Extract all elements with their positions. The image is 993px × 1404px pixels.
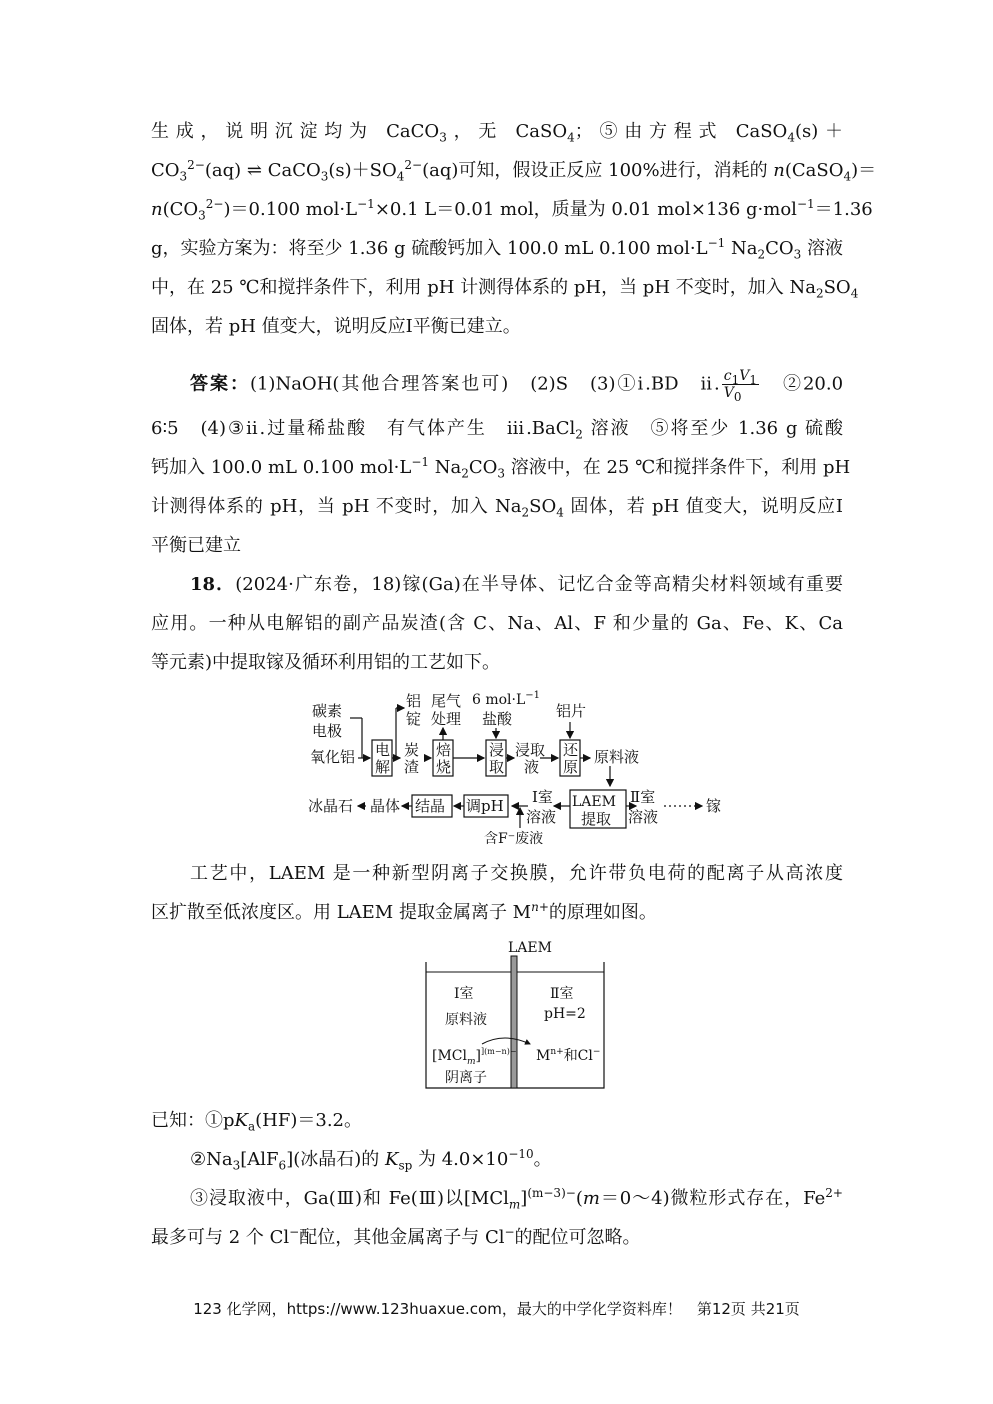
paragraph-line: 钙加入 100.0 mL 0.100 $mol\cdot L^{-1}$ $Na_2CO_3$ 溶液中，在 25 ℃和搅拌条件下，利用 pH bbox=[151, 455, 851, 481]
paragraph-line: 固体，若 pH 值变大，说明反应Ⅰ平衡已建立。 bbox=[151, 316, 521, 337]
paragraph-line: g，实验方案为：将至少 1.36 g 硫酸钙加入 100.0 mL 0.100 $mol\cdot L^{-1}$ $Na_2CO_3$ 溶液 bbox=[151, 236, 844, 262]
svg-text:锭: 锭 bbox=[406, 710, 422, 728]
svg-text:取: 取 bbox=[489, 758, 505, 776]
paragraph-line: 工艺中，LAEM 是一种新型阴离子交换膜，允许带负电荷的配离子从高浓度 bbox=[190, 863, 843, 884]
svg-text:溶液: 溶液 bbox=[526, 808, 557, 826]
svg-text:解: 解 bbox=[375, 758, 391, 776]
svg-text:炭: 炭 bbox=[404, 741, 420, 759]
svg-text:铝片: 铝片 bbox=[556, 702, 587, 720]
question-line: 18．(2024·广东卷，18)镓(Ga)在半导体、记忆合金等高精尖材料领域有重要 bbox=[190, 574, 843, 595]
svg-text:Ⅰ室: Ⅰ室 bbox=[454, 986, 474, 1002]
svg-text:提取: 提取 bbox=[581, 810, 612, 828]
paragraph-line: 6∶5 (4)③ⅱ.过量稀盐酸 有气体产生 ⅲ.BaCl$_2$ 溶液 ⑤将至少 1.36 g 硫酸 bbox=[151, 418, 843, 442]
svg-text:Mn+和Cl−: $M^{n+}$和Cl− bbox=[536, 1047, 601, 1064]
paragraph-line: $②Na_3[AlF_6]$(冰晶石)的 $K_{sp}$ 为 $4.0\times 10^{-10}$。 bbox=[190, 1147, 552, 1173]
svg-text:尾气: 尾气 bbox=[431, 692, 462, 710]
svg-text:LAEM: LAEM bbox=[572, 794, 616, 810]
svg-text:Ⅱ室: Ⅱ室 bbox=[550, 986, 574, 1002]
svg-text:浸: 浸 bbox=[489, 741, 505, 759]
membrane-bar bbox=[511, 956, 517, 1088]
svg-text:渣: 渣 bbox=[404, 758, 420, 776]
svg-text:冰晶石: 冰晶石 bbox=[308, 797, 354, 815]
laem-membrane-diagram bbox=[420, 936, 610, 1092]
svg-text:晶体: 晶体 bbox=[370, 797, 401, 815]
svg-text:pH=2: pH=2 bbox=[544, 1006, 586, 1022]
svg-text:Ⅰ室: Ⅰ室 bbox=[532, 788, 553, 806]
svg-text:电极: 电极 bbox=[312, 722, 343, 740]
svg-text:电: 电 bbox=[375, 741, 391, 759]
svg-text:铝: 铝 bbox=[406, 692, 422, 710]
paragraph-line: 生成，说明沉淀均为 CaCO$_3$，无 CaSO$_4$；⑤由方程式 CaSO$_4$(s)＋ bbox=[151, 121, 843, 145]
paragraph-line: $n(CO_3^{2-})=0.100$ $mol\cdot L^{-1}\times 0.1$ L＝0.01 mol，质量为 0.01 mol×136 g·mol$^{-1}$＝1.36 bbox=[151, 197, 873, 223]
page-footer: 123 化学网，https://www.123huaxue.com，最大的中学化学资料库！ 第12页 共21页 bbox=[193, 1300, 800, 1318]
svg-text:6 mol·L−1: 6 $mol\cdot L^{-1}$ bbox=[472, 690, 541, 708]
paragraph-line: 应用。一种从电解铝的副产品炭渣(含 C、Na、Al、F 和少量的 Ga、Fe、K、Ca bbox=[151, 613, 843, 634]
svg-text:还: 还 bbox=[563, 741, 579, 759]
paragraph-line: 区扩散至低浓度区。用 LAEM 提取金属离子 $M^{n+}$的原理如图。 bbox=[151, 900, 657, 923]
svg-text:阴离子: 阴离子 bbox=[445, 1070, 487, 1086]
svg-text:镓: 镓 bbox=[706, 797, 722, 815]
paragraph-line: 中，在 25 ℃和搅拌条件下，利用 pH 计测得体系的 pH，当 pH 不变时，加入 $Na_2SO_4$ bbox=[151, 277, 859, 301]
process-flow-diagram bbox=[300, 688, 740, 848]
svg-text:焙: 焙 bbox=[436, 741, 452, 759]
svg-text:[MClm]](m−n)−: $[MCl_m]^{](m-n)-}$ bbox=[432, 1047, 517, 1067]
svg-text:烧: 烧 bbox=[436, 758, 452, 776]
svg-text:原料液: 原料液 bbox=[594, 748, 640, 766]
svg-text:处理: 处理 bbox=[431, 710, 462, 728]
svg-text:液: 液 bbox=[524, 758, 540, 776]
svg-text:含F⁻废液: 含F⁻废液 bbox=[484, 831, 544, 847]
svg-text:调pH: 调pH bbox=[466, 797, 504, 815]
svg-text:盐酸: 盐酸 bbox=[482, 710, 513, 728]
paragraph-line: 平衡已建立 bbox=[151, 535, 241, 556]
svg-text:结晶: 结晶 bbox=[415, 797, 446, 815]
paragraph-line: 已知：$①pK_a(HF)=3.2$。 bbox=[151, 1110, 362, 1134]
svg-text:浸取: 浸取 bbox=[515, 741, 546, 759]
svg-text:LAEM: LAEM bbox=[508, 940, 552, 956]
paragraph-line: $CO_3^{2-}(aq)$ ⇌ $CaCO_3(s)+SO_4^{2-}(aq)$可知，假设正反应 100%进行，消耗的 n(CaSO$_4$)＝ bbox=[151, 158, 877, 184]
svg-text:溶液: 溶液 bbox=[628, 808, 659, 826]
svg-text:Ⅱ室: Ⅱ室 bbox=[630, 788, 656, 806]
input-alumina: 氧化铝 bbox=[310, 748, 356, 766]
paragraph-line: ③浸取液中，Ga(Ⅲ)和 Fe(Ⅲ)以$[MCl_m]^{(m-3)-}(m=0\sim 4)$微粒形式存在，$Fe^{2+}$ bbox=[190, 1186, 843, 1212]
input-carbon-electrode: 碳素 bbox=[312, 702, 343, 720]
answer-line: 答案：(1)NaOH(其他合理答案也可) (2)S (3)①ⅰ.BD ⅱ. $\frac{c_1V_1}{V_0}$ ②20.0 bbox=[190, 368, 844, 404]
svg-text:原料液: 原料液 bbox=[445, 1012, 487, 1028]
paragraph-line: 等元素)中提取镓及循环利用铝的工艺如下。 bbox=[151, 652, 501, 673]
fraction: $\frac{c_1V_1}{V_0}$ bbox=[723, 368, 757, 404]
svg-text:原: 原 bbox=[563, 758, 579, 776]
paragraph-line: 计测得体系的 pH，当 pH 不变时，加入 $Na_2SO_4$ 固体，若 pH 值变大，说明反应Ⅰ bbox=[151, 496, 843, 520]
paragraph-line: 最多可与 2 个 Cl−配位，其他金属离子与 Cl−的配位可忽略。 bbox=[151, 1225, 641, 1248]
